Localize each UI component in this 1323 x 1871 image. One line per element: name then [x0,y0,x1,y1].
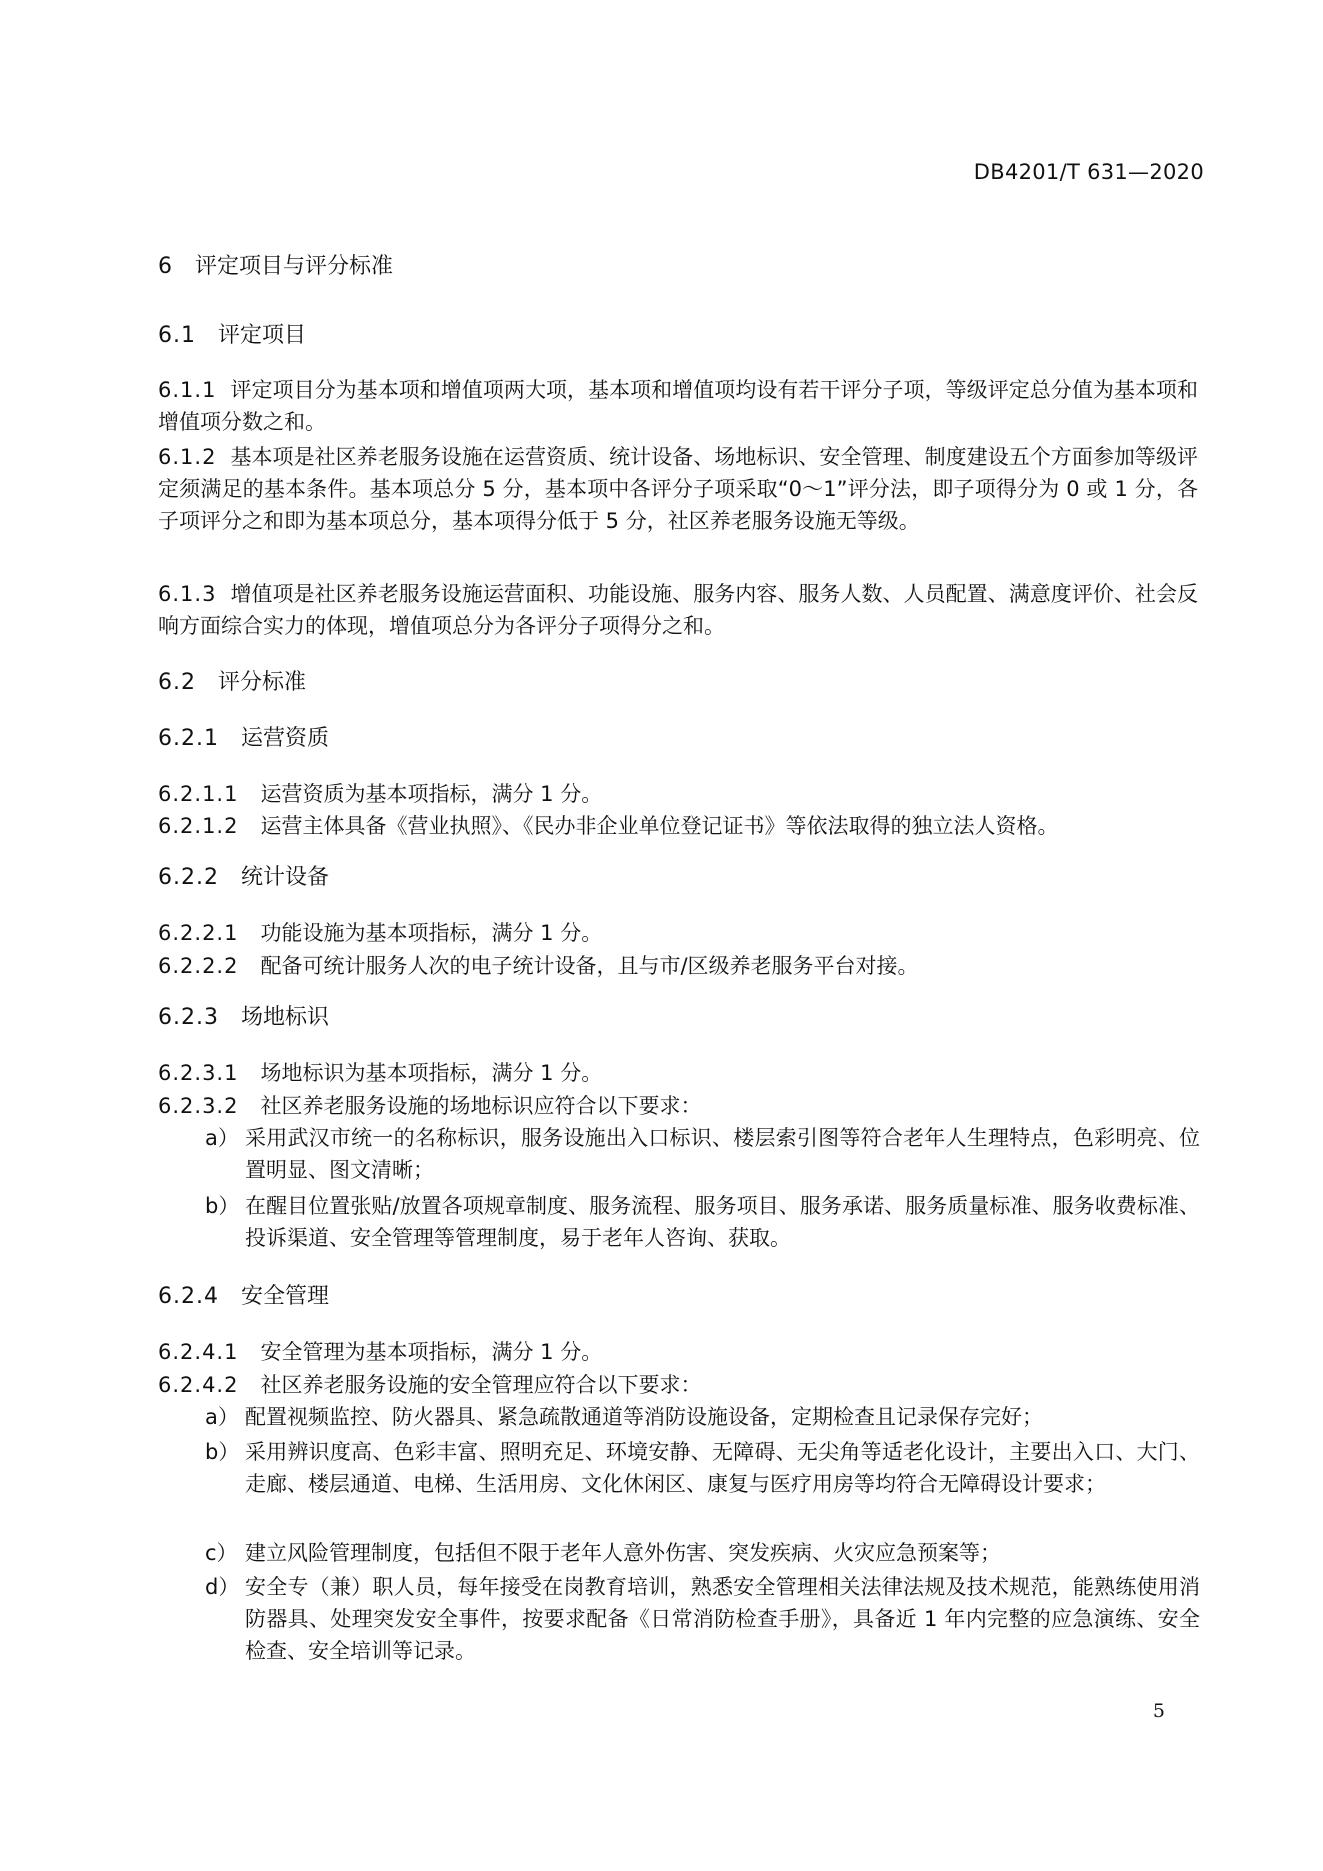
list-item [205,1401,1200,1433]
clause-number: 6.2.3.2 [158,1094,239,1118]
clause-number: 6.2.4.2 [158,1373,239,1397]
list-text: 采用武汉市统一的名称标识，服务设施出入口标识、楼层索引图等符合老年人生理特点，色彩明亮、位置明显、图文清晰； [245,1126,1200,1182]
clause-text: 基本项是社区养老服务设施在运营资质、统计设备、场地标识、安全管理、制度建设五个方面参加等级评定须满足的基本条件。基本项总分 5 分，基本项中各评分子项采取“0～1”评分法，即子项得分为 0 或 1 分，各子项评分之和即为基本项总分，基本项得分低于 5 分，社区养老服务设施无等级。 [158,445,1198,533]
list-text: 配置视频监控、防火器具、紧急疏散通道等消防设施设备，定期检查且记录保存完好； [245,1405,1043,1429]
section-6-2-4-heading [158,1282,1198,1312]
clause-number: 6.2.1.2 [158,814,239,838]
section-number: 6.2.2 [158,865,219,890]
clause-text: 运营主体具备《营业执照》、《民办非企业单位登记证书》等依法取得的独立法人资格。 [260,814,1059,838]
list-marker: b） [205,1440,240,1464]
clause-6-2-3-2 [158,1091,1198,1121]
list-marker: c） [205,1541,238,1565]
clause-6-1-3 [158,578,1198,642]
clause-text: 安全管理为基本项指标，满分 1 分。 [260,1340,603,1364]
list-text: 在醒目位置张贴/放置各项规章制度、服务流程、服务项目、服务承诺、服务质量标准、服务收费标准、投诉渠道、安全管理等管理制度，易于老年人咨询、获取。 [245,1194,1200,1250]
section-number: 6.2.4 [158,1284,219,1309]
clause-text: 评定项目分为基本项和增值项两大项，基本项和增值项均设有若干评分子项，等级评定总分值为基本项和增值项分数之和。 [158,378,1198,434]
page-number: 5 [1152,1700,1165,1722]
clause-text: 功能设施为基本项指标，满分 1 分。 [260,921,603,945]
list-marker: a） [205,1126,239,1150]
list-marker: a） [205,1405,239,1429]
section-title: 评定项目与评分标准 [195,254,394,279]
section-title: 评分标准 [218,670,307,695]
clause-text: 场地标识为基本项指标，满分 1 分。 [260,1061,603,1085]
section-number: 6.2 [158,670,196,695]
section-title: 评定项目 [218,323,307,348]
list-item [205,1436,1200,1500]
clause-number: 6.2.1.1 [158,782,239,806]
section-6-1-heading [158,321,1198,351]
clause-number: 6.2.4.1 [158,1340,239,1364]
section-6-2-2-heading [158,863,1198,893]
section-title: 安全管理 [240,1284,329,1309]
section-title: 运营资质 [240,726,329,751]
list-text: 安全专（兼）职人员，每年接受在岗教育培训，熟悉安全管理相关法律法规及技术规范，能熟练使用消防器具、处理突发安全事件，按要求配备《日常消防检查手册》，具备近 1 年内完整的应急演练、安全检查、安全培训等记录。 [245,1575,1200,1663]
clause-text: 社区养老服务设施的场地标识应符合以下要求： [260,1094,702,1118]
section-number: 6.1 [158,323,196,348]
clause-number: 6.2.2.2 [158,954,239,978]
clause-number: 6.2.2.1 [158,921,239,945]
list-text: 建立风险管理制度，包括但不限于老年人意外伤害、突发疾病、火灾应急预案等； [245,1541,1001,1565]
clause-text: 社区养老服务设施的安全管理应符合以下要求： [260,1373,702,1397]
clause-text: 配备可统计服务人次的电子统计设备，且与市/区级养老服务平台对接。 [260,954,919,978]
list-item [205,1122,1200,1186]
list-item [205,1571,1200,1667]
section-number: 6.2.1 [158,726,219,751]
doc-number: DB4201/T 631—2020 [973,160,1204,184]
clause-text: 运营资质为基本项指标，满分 1 分。 [260,782,603,806]
section-6-2-3-heading [158,1003,1198,1033]
section-6-2-heading [158,668,1198,698]
clause-6-2-1-2 [158,811,1198,841]
clause-6-2-4-2 [158,1370,1198,1400]
clause-6-2-2-2 [158,951,1198,981]
clause-number: 6.2.3.1 [158,1061,239,1085]
clause-6-1-2 [158,441,1198,537]
section-number: 6.2.3 [158,1005,219,1030]
section-title: 统计设备 [240,865,329,890]
list-text: 采用辨识度高、色彩丰富、照明充足、环境安静、无障碍、无尖角等适老化设计，主要出入口、大门、走廊、楼层通道、电梯、生活用房、文化休闲区、康复与医疗用房等均符合无障碍设计要求； [245,1440,1200,1496]
clause-6-2-4-1 [158,1337,1198,1367]
clause-number: 6.1.1 [158,378,217,402]
clause-6-2-1-1 [158,779,1198,809]
list-item [205,1537,1200,1569]
clause-6-2-2-1 [158,918,1198,948]
list-item [205,1190,1200,1254]
section-number: 6 [158,254,173,279]
section-6-2-1-heading [158,724,1198,754]
clause-number: 6.1.3 [158,582,217,606]
section-6-heading [158,252,1198,282]
clause-number: 6.1.2 [158,445,217,469]
section-title: 场地标识 [240,1005,329,1030]
clause-text: 增值项是社区养老服务设施运营面积、功能设施、服务内容、服务人数、人员配置、满意度评价、社会反响方面综合实力的体现，增值项总分为各评分子项得分之和。 [158,582,1198,638]
list-marker: d） [205,1575,240,1599]
clause-6-2-3-1 [158,1058,1198,1088]
list-marker: b） [205,1194,240,1218]
clause-6-1-1 [158,374,1198,438]
